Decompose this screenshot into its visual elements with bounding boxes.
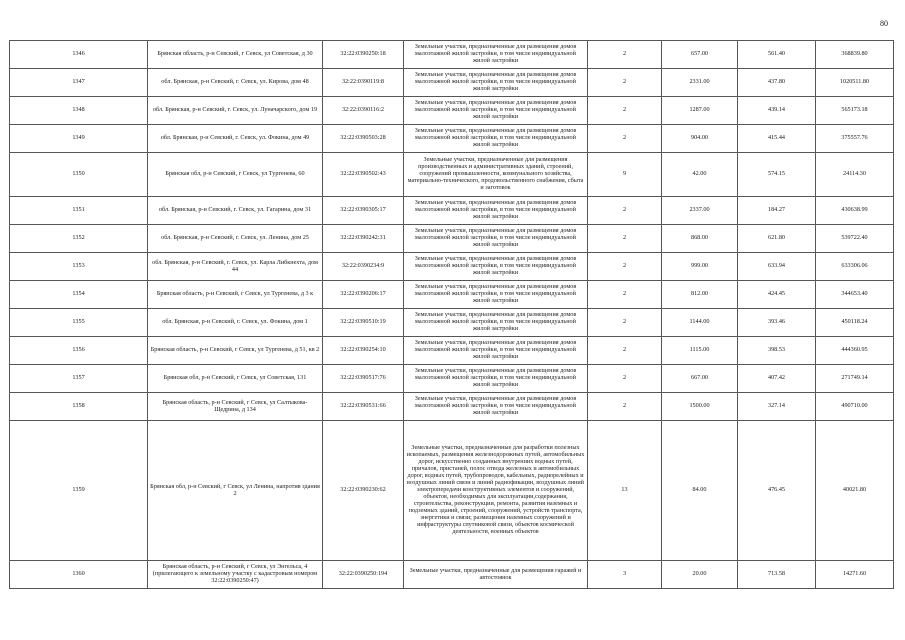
cadastral-value-cell: 14271.60 <box>816 561 894 589</box>
rate-cell: 561.40 <box>738 41 816 69</box>
cadastral-number-cell: 32:22:0390517:76 <box>323 365 404 393</box>
cadastral-number-cell: 32:22:0390305:17 <box>323 197 404 225</box>
group-cell: 2 <box>588 41 662 69</box>
rate-cell: 393.46 <box>738 309 816 337</box>
land-use-cell: Земельные участки, предназначенные для размещения домов малоэтажной жилой застройки, в том числе индивидуальной жилой застройки <box>404 41 588 69</box>
cadastral-value-cell: 271749.14 <box>816 365 894 393</box>
land-use-cell: Земельные участки, предназначенные для размещения домов малоэтажной жилой застройки, в том числе индивидуальной жилой застройки <box>404 69 588 97</box>
cadastral-number-cell: 32:22:0390242:31 <box>323 225 404 253</box>
cadastral-number-cell: 32:22:0390531:66 <box>323 393 404 421</box>
address-cell: Брянская область, р-н Севский, г Севск, ул Салтыкова-Щедрина, д 134 <box>148 393 323 421</box>
row-number-cell: 1357 <box>10 365 148 393</box>
table-row <box>10 41 894 69</box>
address-cell: Брянская обл, р-н Севский, г Севск, ул Тургенева, 60 <box>148 153 323 197</box>
cadastral-value-cell: 490710.00 <box>816 393 894 421</box>
cadastral-value-cell: 24114.30 <box>816 153 894 197</box>
land-use-cell: Земельные участки, предназначенные для размещения домов малоэтажной жилой застройки, в том числе индивидуальной жилой застройки <box>404 393 588 421</box>
address-cell: Брянская обл, р-н Севский, г Севск, ул Ленина, напротив здания 2 <box>148 421 323 561</box>
area-cell: 667.00 <box>662 365 738 393</box>
address-cell: обл. Брянская, р-н Севский, г. Севск, ул. Ленина, дом 25 <box>148 225 323 253</box>
cadastral-value-cell: 344653.40 <box>816 281 894 309</box>
address-cell: обл. Брянская, р-н Севский, г. Севск, ул. Гагарина, дом 31 <box>148 197 323 225</box>
table-row <box>10 69 894 97</box>
cadastral-number-cell: 32:22:0390502:43 <box>323 153 404 197</box>
cadastral-number-cell: 32:22:0390116:2 <box>323 97 404 125</box>
area-cell: 84.00 <box>662 421 738 561</box>
area-cell: 812.00 <box>662 281 738 309</box>
row-number-cell: 1352 <box>10 225 148 253</box>
address-cell: Брянская область, р-н Севский, г Севск, ул Тургенева, д 3 к <box>148 281 323 309</box>
table-row <box>10 337 894 365</box>
row-number-cell: 1358 <box>10 393 148 421</box>
cadastral-number-cell: 32:22:0390503:28 <box>323 125 404 153</box>
table-row <box>10 561 894 589</box>
rate-cell: 437.80 <box>738 69 816 97</box>
land-use-cell: Земельные участки, предназначенные для размещения гаражей и автостоянок <box>404 561 588 589</box>
row-number-cell: 1360 <box>10 561 148 589</box>
cadastral-number-cell: 32:22:0390254:10 <box>323 337 404 365</box>
row-number-cell: 1351 <box>10 197 148 225</box>
cadastral-value-cell: 450118.24 <box>816 309 894 337</box>
address-cell: Брянская область, р-н Севский, г Севск, ул Энгельса, 4 (прилегающего к земельному участку с кадастровым номером 32:22:0390250:47) <box>148 561 323 589</box>
area-cell: 1500.00 <box>662 393 738 421</box>
table-row <box>10 97 894 125</box>
table-row <box>10 281 894 309</box>
table-row <box>10 153 894 197</box>
group-cell: 2 <box>588 337 662 365</box>
address-cell: обл. Брянская, р-н Севский, г. Севск, ул. Фокина, дом 1 <box>148 309 323 337</box>
rate-cell: 184.27 <box>738 197 816 225</box>
land-use-cell: Земельные участки, предназначенные для размещения домов малоэтажной жилой застройки, в том числе индивидуальной жилой застройки <box>404 281 588 309</box>
area-cell: 2331.00 <box>662 69 738 97</box>
cadastral-number-cell: 32:22:0390250:18 <box>323 41 404 69</box>
row-number-cell: 1349 <box>10 125 148 153</box>
address-cell: обл. Брянская, р-н Севский, г. Севск, ул. Луначарского, дом 19 <box>148 97 323 125</box>
group-cell: 3 <box>588 561 662 589</box>
group-cell: 2 <box>588 125 662 153</box>
rate-cell: 621.80 <box>738 225 816 253</box>
address-cell: обл. Брянская, р-н Севский, г. Севск, ул. Фокина, дом 49 <box>148 125 323 153</box>
table-row <box>10 225 894 253</box>
land-use-cell: Земельные участки, предназначенные для размещения домов малоэтажной жилой застройки, в том числе индивидуальной жилой застройки <box>404 125 588 153</box>
table-row <box>10 253 894 281</box>
land-use-cell: Земельные участки, предназначенные для размещения домов малоэтажной жилой застройки, в том числе индивидуальной жилой застройки <box>404 97 588 125</box>
group-cell: 13 <box>588 421 662 561</box>
area-cell: 657.00 <box>662 41 738 69</box>
table-row <box>10 309 894 337</box>
group-cell: 2 <box>588 197 662 225</box>
rate-cell: 574.15 <box>738 153 816 197</box>
row-number-cell: 1348 <box>10 97 148 125</box>
cadastral-value-cell: 40021.80 <box>816 421 894 561</box>
address-cell: Брянская область, р-н Севский, г Севск, ул Тургенева, д 51, кв 2 <box>148 337 323 365</box>
cadastral-value-cell: 565173.18 <box>816 97 894 125</box>
land-use-cell: Земельные участки, предназначенные для размещения домов малоэтажной жилой застройки, в том числе индивидуальной жилой застройки <box>404 365 588 393</box>
table-row <box>10 365 894 393</box>
address-cell: Брянская обл, р-н Севский, г Севск, ул Советская, 131 <box>148 365 323 393</box>
page-number: 80 <box>880 19 888 28</box>
row-number-cell: 1353 <box>10 253 148 281</box>
group-cell: 2 <box>588 309 662 337</box>
row-number-cell: 1355 <box>10 309 148 337</box>
cadastral-value-cell: 633306.06 <box>816 253 894 281</box>
group-cell: 2 <box>588 393 662 421</box>
area-cell: 1144.00 <box>662 309 738 337</box>
group-cell: 2 <box>588 69 662 97</box>
land-register-table <box>9 40 894 589</box>
cadastral-value-cell: 539722.40 <box>816 225 894 253</box>
cadastral-value-cell: 375557.76 <box>816 125 894 153</box>
group-cell: 2 <box>588 225 662 253</box>
row-number-cell: 1350 <box>10 153 148 197</box>
land-use-cell: Земельные участки, предназначенные для размещения домов малоэтажной жилой застройки, в том числе индивидуальной жилой застройки <box>404 225 588 253</box>
row-number-cell: 1356 <box>10 337 148 365</box>
land-use-cell: Земельные участки, предназначенные для разработки полезных ископаемых, размещения железнодорожных путей, автомобильных дорог, искусственно созданных внутренних водных путей, причалов, пристаней, полос отвода железных и автомобильных дорог, водных путей, трубопроводов, кабельных, радиорелейных и воздушных линий связи и линий радиофикации, воздушных линий электропередачи конструктивных элементов и сооружений, объектов, необходимых для эксплуатации,содержания, строительства, реконструкции, ремонта, развития наземных и подземных зданий, строений, сооружений, устройств транспорта, энергетики и связи; размещения наземных сооружений и инфраструктуры спутниковой связи, объектов космической деятельности, военных объектов <box>404 421 588 561</box>
area-cell: 868.00 <box>662 225 738 253</box>
land-use-cell: Земельные участки, предназначенные для размещения домов малоэтажной жилой застройки, в том числе индивидуальной жилой застройки <box>404 309 588 337</box>
rate-cell: 713.58 <box>738 561 816 589</box>
area-cell: 1287.00 <box>662 97 738 125</box>
area-cell: 1115.00 <box>662 337 738 365</box>
table-row <box>10 393 894 421</box>
area-cell: 20.00 <box>662 561 738 589</box>
land-use-cell: Земельные участки, предназначенные для размещения домов малоэтажной жилой застройки, в том числе индивидуальной жилой застройки <box>404 337 588 365</box>
rate-cell: 476.45 <box>738 421 816 561</box>
row-number-cell: 1359 <box>10 421 148 561</box>
group-cell: 2 <box>588 97 662 125</box>
land-use-cell: Земельные участки, предназначенные для размещения производственных и административных зданий, строений, сооружений промышленности, коммунального хозяйства, материально-технического, продовольственного снабжения, сбыта и заготовок <box>404 153 588 197</box>
rate-cell: 439.14 <box>738 97 816 125</box>
cadastral-value-cell: 444360.95 <box>816 337 894 365</box>
rate-cell: 633.94 <box>738 253 816 281</box>
rate-cell: 398.53 <box>738 337 816 365</box>
group-cell: 2 <box>588 253 662 281</box>
cadastral-value-cell: 1020511.80 <box>816 69 894 97</box>
cadastral-number-cell: 32:22:0390250:194 <box>323 561 404 589</box>
area-cell: 2337.00 <box>662 197 738 225</box>
rate-cell: 327.14 <box>738 393 816 421</box>
cadastral-number-cell: 32:22:0390230:62 <box>323 421 404 561</box>
rate-cell: 407.42 <box>738 365 816 393</box>
cadastral-number-cell: 32:22:0390510:19 <box>323 309 404 337</box>
address-cell: обл. Брянская, р-н Севский, г. Севск, ул. Карла Либкнехта, дом 44 <box>148 253 323 281</box>
address-cell: обл. Брянская, р-н Севский, г. Севск, ул. Кирова, дом 48 <box>148 69 323 97</box>
cadastral-number-cell: 32:22:0390206:17 <box>323 281 404 309</box>
cadastral-value-cell: 430638.99 <box>816 197 894 225</box>
table-row <box>10 125 894 153</box>
address-cell: Брянская область, р-н Севский, г Севск, ул Советская, д 30 <box>148 41 323 69</box>
table-row <box>10 421 894 561</box>
area-cell: 999.00 <box>662 253 738 281</box>
cadastral-number-cell: 32:22:0390119:8 <box>323 69 404 97</box>
area-cell: 904.00 <box>662 125 738 153</box>
area-cell: 42.00 <box>662 153 738 197</box>
group-cell: 9 <box>588 153 662 197</box>
rate-cell: 415.44 <box>738 125 816 153</box>
land-use-cell: Земельные участки, предназначенные для размещения домов малоэтажной жилой застройки, в том числе индивидуальной жилой застройки <box>404 253 588 281</box>
group-cell: 2 <box>588 365 662 393</box>
cadastral-number-cell: 32:22:0390234:9 <box>323 253 404 281</box>
land-use-cell: Земельные участки, предназначенные для размещения домов малоэтажной жилой застройки, в том числе индивидуальной жилой застройки <box>404 197 588 225</box>
row-number-cell: 1347 <box>10 69 148 97</box>
row-number-cell: 1354 <box>10 281 148 309</box>
row-number-cell: 1346 <box>10 41 148 69</box>
cadastral-value-cell: 368839.80 <box>816 41 894 69</box>
rate-cell: 424.45 <box>738 281 816 309</box>
table-row <box>10 197 894 225</box>
group-cell: 2 <box>588 281 662 309</box>
